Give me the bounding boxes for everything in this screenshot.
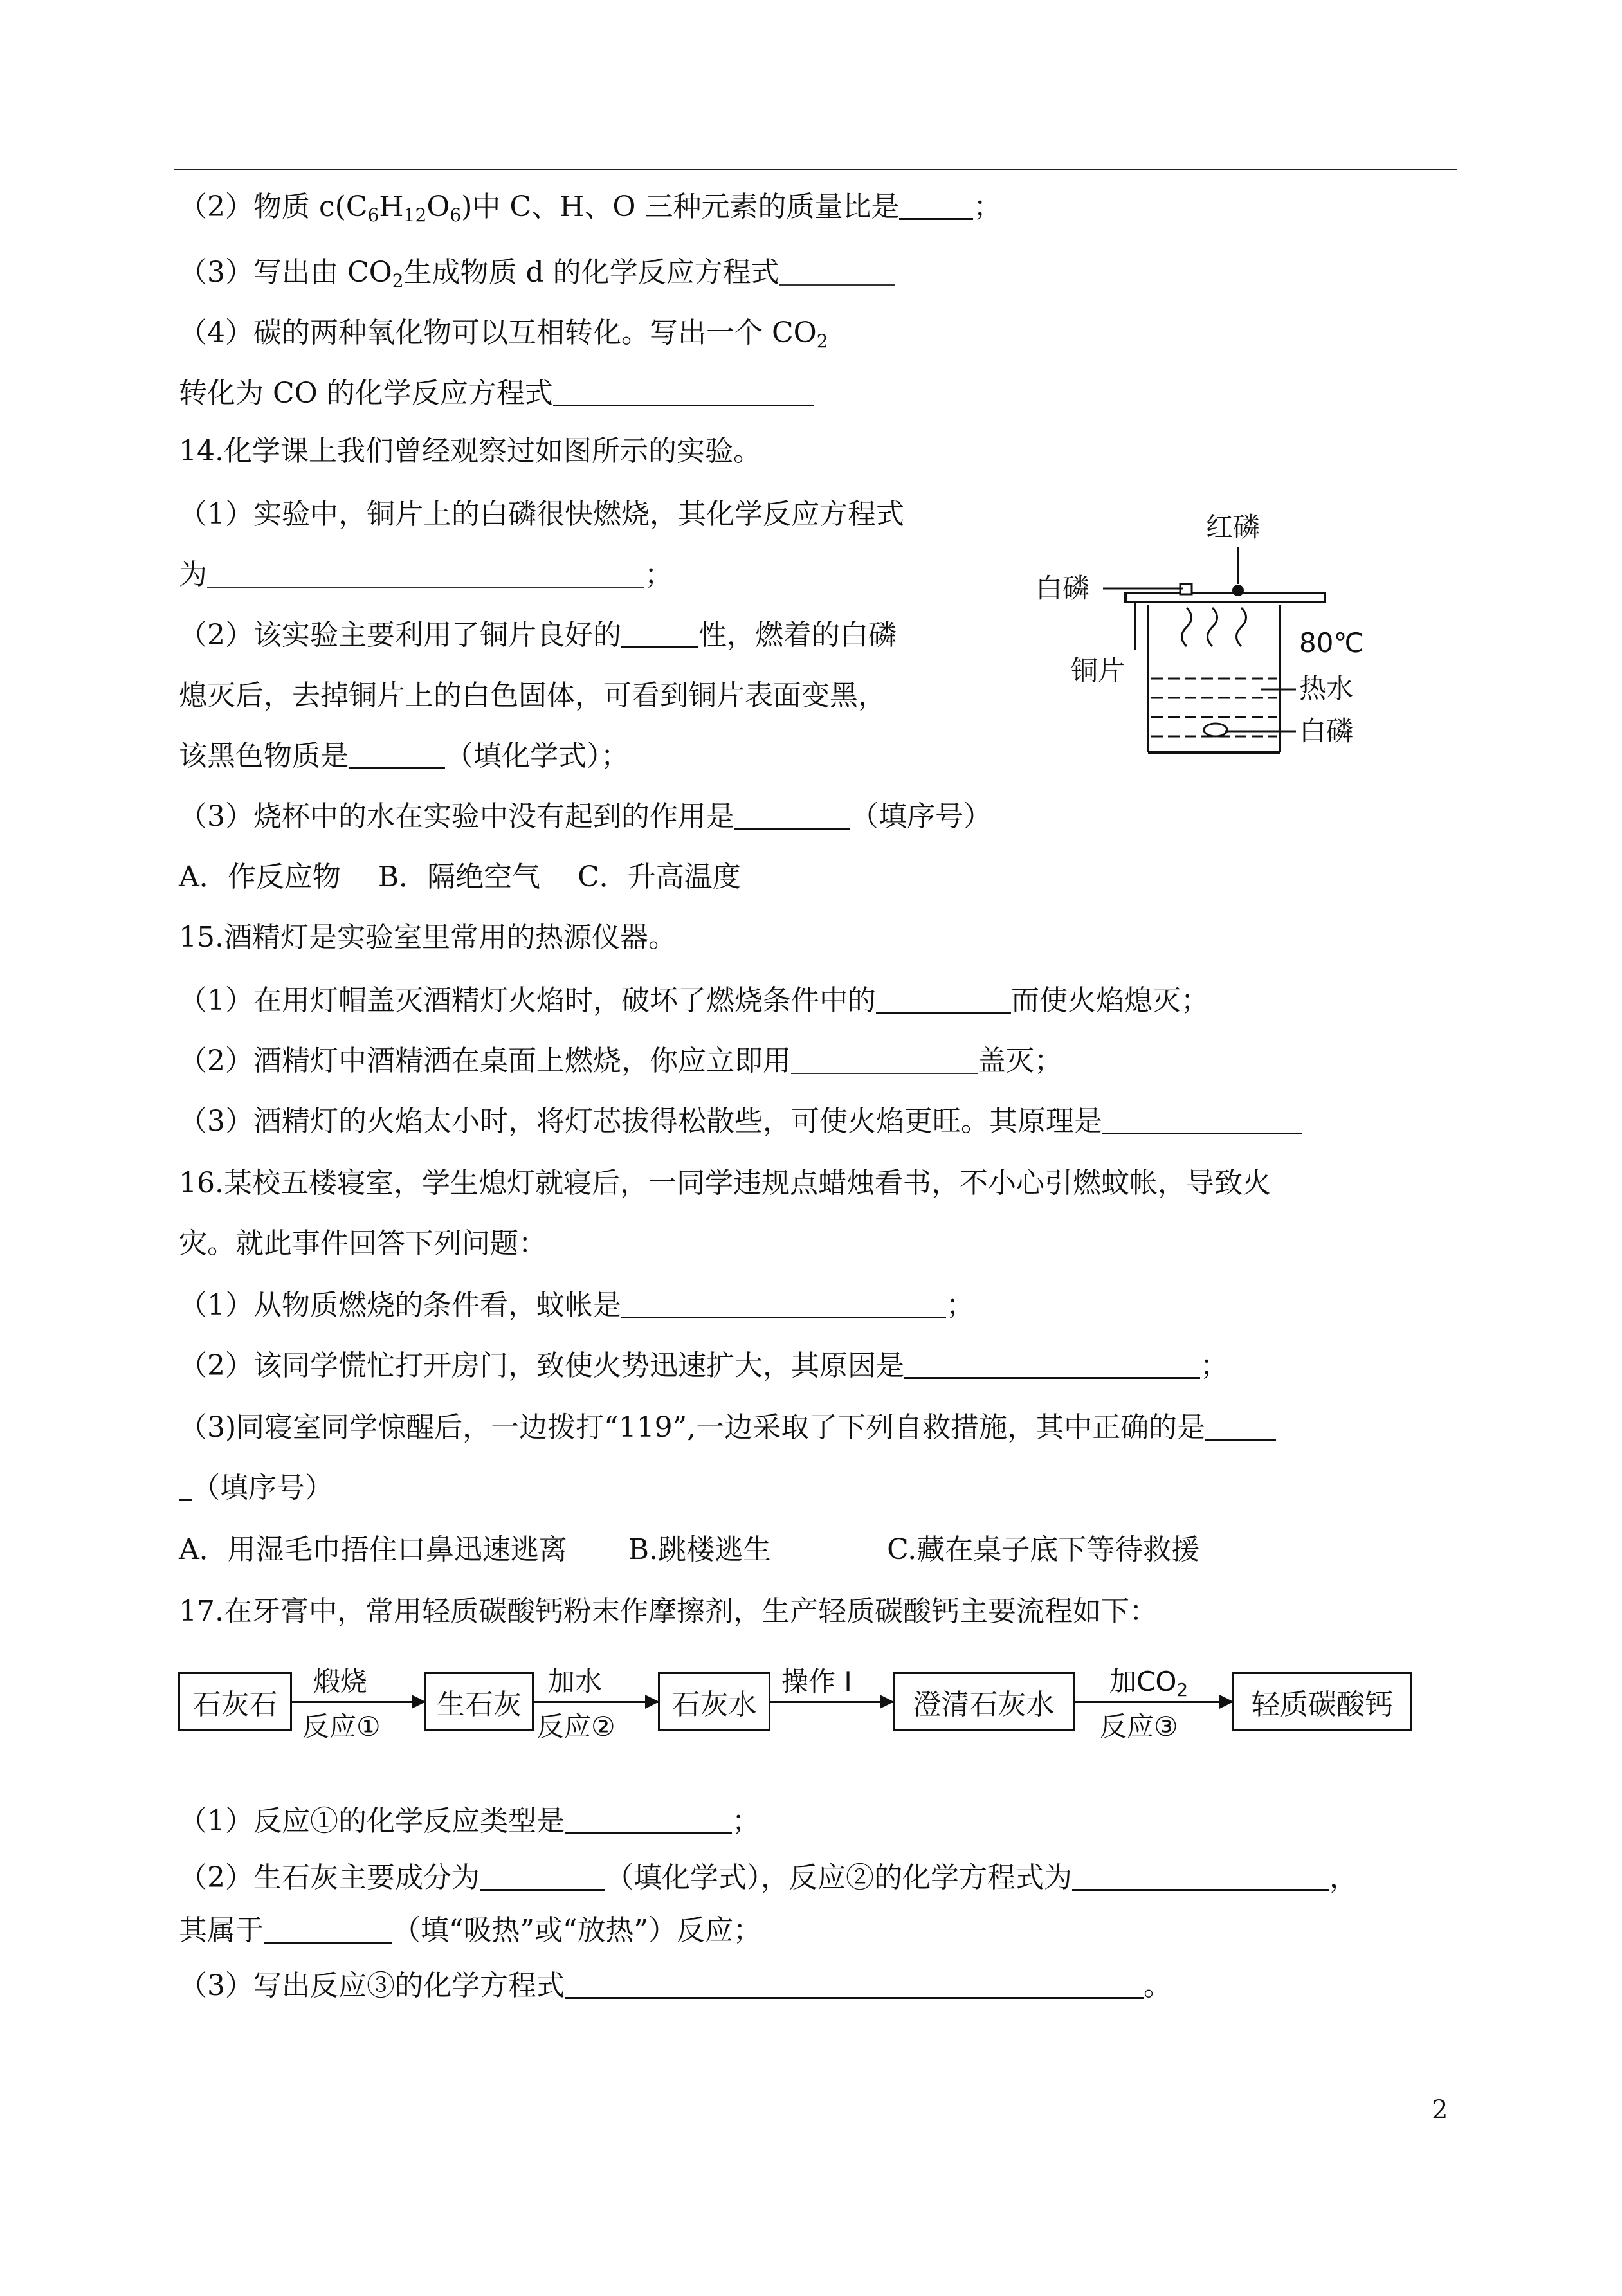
q14-part2-cont2: 该黑色物质是 （填化学式）； xyxy=(179,740,629,772)
q15-part1: （1）在用灯帽盖灭酒精灯火焰时，破坏了燃烧条件中的 而使火焰熄灭； xyxy=(179,984,1209,1017)
flow-arrow-4-bottom: 反应③ xyxy=(1100,1711,1178,1742)
answer-blank[interactable] xyxy=(791,1047,978,1074)
flow-box-quicklime: 生石灰 xyxy=(424,1672,534,1731)
q16-part3-cont: （填序号） xyxy=(179,1469,333,1508)
page-number: 2 xyxy=(1432,2095,1448,2125)
flow-arrow-2-top: 加水 xyxy=(548,1666,603,1697)
q14-part1: （1）实验中，铜片上的白磷很快燃烧，其化学反应方程式 xyxy=(179,498,904,531)
flow-box-limewater: 石灰水 xyxy=(658,1672,770,1731)
label-white-phosphorus-top: 白磷 xyxy=(1035,572,1090,604)
flow-arrow-3-top: 操作 I xyxy=(781,1666,852,1697)
answer-blank[interactable] xyxy=(349,742,445,769)
q17-title: 17.在牙膏中，常用轻质碳酸钙粉末作摩擦剂，生产轻质碳酸钙主要流程如下： xyxy=(179,1595,1158,1628)
flow-arrow-3 xyxy=(770,1701,893,1703)
flow-arrow-4 xyxy=(1075,1701,1232,1703)
q17-part2-cont: 其属于 （填“吸热”或“放热”）反应； xyxy=(179,1914,761,1947)
q13-part3: （3）写出由 $CO_2$生成物质 d 的化学反应方程式 xyxy=(179,253,895,292)
label-hot-water: 热水 xyxy=(1299,673,1354,704)
q15-title: 15.酒精灯是实验室里常用的热源仪器。 xyxy=(179,921,677,954)
q14-title: 14.化学课上我们曾经观察过如图所示的实验。 xyxy=(179,435,761,468)
q16-title: 16.某校五楼寝室，学生熄灯就寝后，一同学违规点蜡烛看书，不小心引燃蚊帐，导致火 xyxy=(179,1167,1271,1199)
answer-blank[interactable] xyxy=(207,561,644,588)
flow-arrow-2 xyxy=(534,1701,658,1703)
flow-box-clear-limewater: 澄清石灰水 xyxy=(893,1672,1075,1731)
answer-blank[interactable] xyxy=(480,1863,605,1891)
flow-arrow-1-top: 煅烧 xyxy=(313,1666,368,1697)
q14-part2: （2）该实验主要利用了铜片良好的 性，燃着的白磷 xyxy=(179,619,897,651)
answer-blank[interactable] xyxy=(904,1351,1200,1379)
q16-part1: （1）从物质燃烧的条件看，蚊帐是 ； xyxy=(179,1289,974,1322)
answer-blank[interactable] xyxy=(1102,1107,1302,1134)
flow-box-light-calcium-carbonate: 轻质碳酸钙 xyxy=(1232,1672,1412,1731)
q14-options: A．作反应物 B．隔绝空气 C．升高温度 xyxy=(179,861,741,893)
label-temperature: 80℃ xyxy=(1299,627,1364,659)
q16-part3: （3)同寝室同学惊醒后，一边拨打“119”,一边采取了下列自救措施，其中正确的是 xyxy=(179,1408,1276,1447)
answer-blank[interactable] xyxy=(876,986,1011,1014)
q17-part3: （3）写出反应③的化学方程式 。 xyxy=(179,1969,1172,2002)
answer-blank[interactable] xyxy=(621,621,698,648)
answer-blank[interactable] xyxy=(264,1916,392,1944)
q16-options: A．用湿毛巾捂住口鼻迅速逃离 B.跳楼逃生 C.藏在桌子底下等待救援 xyxy=(179,1533,1200,1566)
label-red-phosphorus: 红磷 xyxy=(1206,511,1261,543)
q17-part2: （2）生石灰主要成分为 （填化学式），反应②的化学方程式为 ， xyxy=(179,1861,1358,1894)
answer-blank[interactable] xyxy=(779,259,895,286)
q13-part2: （2）物质 $c(C_6H_{12}O_6)$中 C、H、O 三种元素的质量比是 ； xyxy=(179,190,1002,226)
flow-arrow-1-bottom: 反应① xyxy=(302,1711,381,1742)
answer-blank[interactable] xyxy=(621,1291,946,1318)
q14-part1-cont: 为 ； xyxy=(179,558,673,591)
q15-part3: （3）酒精灯的火焰太小时，将灯芯拔得松散些，可使火焰更旺。其原理是 xyxy=(179,1102,1302,1141)
answer-blank[interactable] xyxy=(553,379,814,406)
flow-arrow-4-top: 加$CO_2$ xyxy=(1109,1666,1189,1700)
q16-title-cont: 灾。就此事件回答下列问题： xyxy=(179,1227,547,1260)
q14-part3: （3）烧杯中的水在实验中没有起到的作用是 （填序号） xyxy=(179,800,992,833)
flow-arrow-1 xyxy=(292,1701,424,1703)
label-white-phosphorus-bottom: 白磷 xyxy=(1299,715,1354,747)
label-copper-plate: 铜片 xyxy=(1071,655,1125,686)
answer-blank[interactable] xyxy=(1072,1863,1329,1891)
q15-part2: （2）酒精灯中酒精洒在桌面上燃烧，你应立即用 盖灭； xyxy=(179,1044,1062,1077)
header-rule xyxy=(174,169,1457,170)
flow-arrow-2-bottom: 反应② xyxy=(537,1711,615,1742)
answer-blank[interactable] xyxy=(179,1473,192,1501)
answer-blank[interactable] xyxy=(899,192,973,220)
answer-blank[interactable] xyxy=(565,1971,1144,1999)
q13-part4: （4）碳的两种氧化物可以互相转化。写出一个 $CO_2$ xyxy=(179,316,828,352)
q17-part1: （1）反应①的化学反应类型是 ； xyxy=(179,1805,760,1837)
answer-blank[interactable] xyxy=(734,802,850,830)
answer-blank[interactable] xyxy=(1205,1413,1276,1441)
q14-part2-cont: 熄灭后，去掉铜片上的白色固体，可看到铜片表面变黑， xyxy=(179,679,886,712)
q16-part2: （2）该同学慌忙打开房门，致使火势迅速扩大，其原因是 ； xyxy=(179,1349,1228,1382)
answer-blank[interactable] xyxy=(565,1807,732,1834)
q13-part4-cont: 转化为 CO 的化学反应方程式 xyxy=(179,374,814,413)
flow-box-limestone: 石灰石 xyxy=(178,1672,292,1731)
